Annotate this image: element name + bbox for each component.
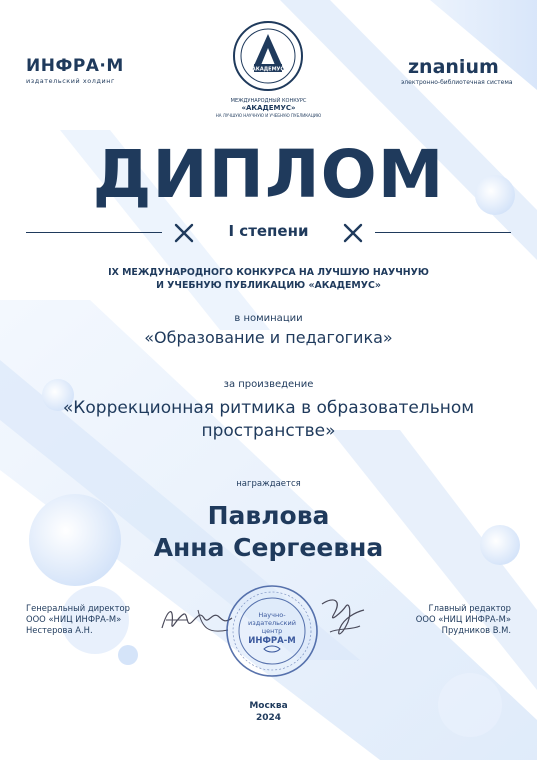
signatory-left-person: Нестерова А.Н. bbox=[26, 625, 93, 635]
contest-line-1: IX МЕЖДУНАРОДНОГО КОНКУРСА НА ЛУЧШУЮ НАУЧНУЮ bbox=[108, 267, 429, 278]
stamp-text-2: издательский bbox=[248, 619, 296, 627]
emblem-caption-3: НА ЛУЧШУЮ НАУЧНУЮ И УЧЕБНУЮ ПУБЛИКАЦИЮ bbox=[215, 113, 322, 118]
diploma-title: ДИПЛОМ bbox=[92, 136, 445, 213]
work-title-line-2: пространстве» bbox=[201, 421, 336, 441]
emblem-caption-2: «АКАДЕМУС» bbox=[241, 104, 296, 112]
recipient-surname: Павлова bbox=[207, 501, 330, 530]
infra-m-logo-subtitle: издательский холдинг bbox=[26, 77, 115, 85]
znanium-logo: znanium bbox=[408, 56, 499, 78]
divider-right bbox=[375, 232, 511, 233]
emblem-inner-text: АКАДЕМУС bbox=[251, 66, 285, 73]
signatory-right-person: Прудников В.М. bbox=[441, 625, 511, 635]
stamp-text-1: Научно- bbox=[258, 611, 286, 619]
signatory-left-role: Генеральный директор bbox=[26, 603, 130, 613]
diploma-degree: I степени bbox=[228, 222, 309, 240]
nomination-prefix: в номинации bbox=[234, 313, 303, 324]
cross-icon bbox=[342, 222, 364, 244]
signatory-left bbox=[26, 603, 130, 636]
signatory-right-org: ООО «НИЦ ИНФРА-М» bbox=[415, 614, 511, 624]
nomination-title: «Образование и педагогика» bbox=[144, 328, 393, 347]
signatory-right bbox=[380, 603, 511, 636]
awarded-label: награждается bbox=[236, 479, 301, 489]
footer-year: 2024 bbox=[255, 713, 282, 723]
stamp-text-3: центр bbox=[261, 627, 283, 635]
work-prefix: за произведение bbox=[223, 379, 314, 390]
signatory-left-org: ООО «НИЦ ИНФРА-М» bbox=[26, 614, 122, 624]
footer-place-date bbox=[0, 700, 537, 724]
stamp-text-4: ИНФРА-М bbox=[248, 636, 296, 646]
infra-m-logo: ИНФРА·М bbox=[26, 56, 124, 76]
work-title-line-1: «Коррекционная ритмика в образовательном bbox=[62, 398, 475, 418]
contest-line-2: И УЧЕБНУЮ ПУБЛИКАЦИЮ «АКАДЕМУС» bbox=[156, 280, 381, 291]
emblem-caption-1: МЕЖДУНАРОДНЫЙ КОНКУРС bbox=[230, 98, 307, 104]
contest-name bbox=[0, 266, 537, 292]
signature-right-icon bbox=[316, 592, 370, 642]
recipient-name bbox=[0, 500, 537, 564]
recipient-given-names: Анна Сергеевна bbox=[153, 533, 384, 562]
signatory-right-role: Главный редактор bbox=[428, 603, 511, 613]
publisher-seal-icon bbox=[224, 583, 320, 679]
academus-emblem-icon bbox=[232, 20, 304, 92]
work-title bbox=[0, 397, 537, 443]
footer-city: Москва bbox=[249, 701, 288, 711]
znanium-logo-subtitle: электронно-библиотечная система bbox=[401, 79, 513, 86]
